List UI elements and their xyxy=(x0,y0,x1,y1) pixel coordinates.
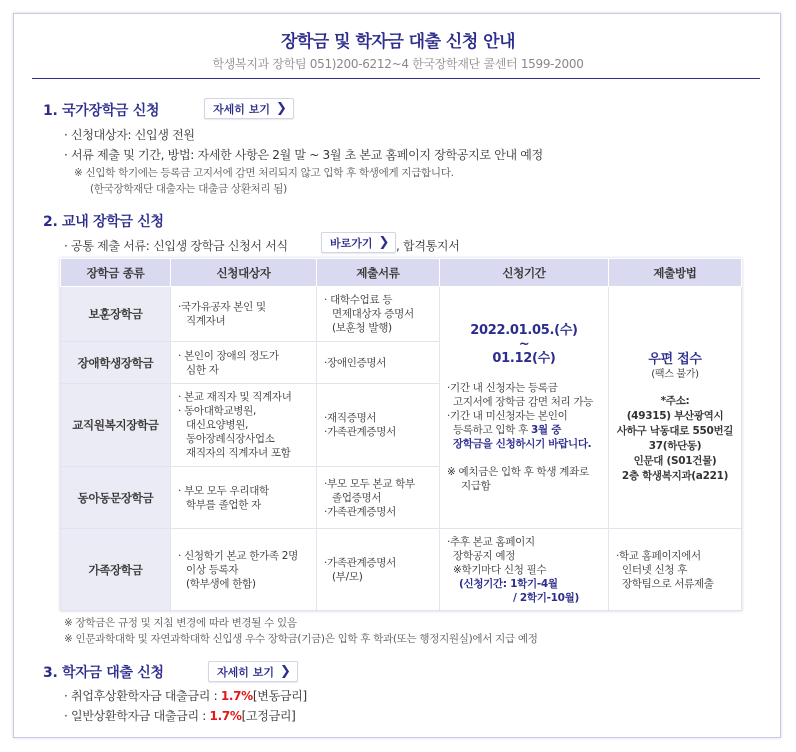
target-cell xyxy=(171,529,317,611)
period-desc: 고지서에 장학금 감면 처리 가능 xyxy=(453,396,594,408)
target-line: 이상 등록자 xyxy=(186,563,239,576)
docs-line: ·부모 모두 본교 학부 xyxy=(324,477,415,490)
docs-line: ·재직증명서 xyxy=(324,412,377,424)
period-note: ※ 예치금은 입학 후 학생 계좌로 xyxy=(447,466,589,478)
docs-cell xyxy=(317,384,440,467)
kind-cell: 보훈장학금 xyxy=(61,287,171,342)
chevron-right-icon: ❯ xyxy=(378,235,390,250)
docs-line: (보훈청 발행) xyxy=(332,322,392,334)
method-addr: 2층 학생복지과(a221) xyxy=(621,470,729,482)
section1-detail-button[interactable] xyxy=(204,98,294,119)
section3-detail-label: 자세히 보기 xyxy=(217,665,274,679)
method-addr: (49315) 부산광역시 xyxy=(626,410,724,422)
method-title: 우편 접수 xyxy=(648,352,702,367)
table-header: 장학금 종류 xyxy=(61,259,171,287)
method-family-line: ·학교 홈페이지에서 xyxy=(616,549,701,562)
target-line: 직계자녀 xyxy=(186,315,226,327)
target-line: · 본인이 장애의 정도가 xyxy=(178,349,279,362)
method-addr: 사하구 낙동대로 550번길 xyxy=(616,425,734,437)
target-line: ·국가유공자 본인 및 xyxy=(178,301,266,313)
docs-line: ·장애인증명서 xyxy=(324,356,387,369)
period-cell xyxy=(440,287,609,529)
period-family-line: ·추후 본교 홈페이지 xyxy=(447,535,535,548)
form-shortcut-label: 바로가기 xyxy=(330,236,373,250)
period-desc-highlight: 3월 중 xyxy=(531,424,562,436)
period-family-line: ※학기마다 신청 필수 xyxy=(453,563,547,576)
section3-line1 xyxy=(64,687,307,704)
target-line: 심한 자 xyxy=(186,363,219,376)
method-sub: (팩스 불가) xyxy=(651,369,699,380)
chevron-right-icon: ❯ xyxy=(279,664,291,679)
period-tilde: ~ xyxy=(518,337,530,352)
docs-cell xyxy=(317,287,440,342)
target-line: · 본교 재직자 및 직계자녀 xyxy=(178,391,292,403)
period-desc: ·기간 내 미신청자는 본인이 xyxy=(447,410,568,422)
docs-cell xyxy=(317,529,440,611)
method-cell xyxy=(609,287,742,529)
period-desc-text: 등록하고 입학 후 xyxy=(453,424,532,436)
docs-cell xyxy=(317,467,440,529)
loan-rate-type: [변동금리] xyxy=(252,689,307,703)
target-line: 대신요양병원, xyxy=(186,419,249,431)
section1-line2: · 서류 제출 및 기간, 방법: 자세한 사항은 2월 말 ~ 3월 초 본교 홈페이지 장학공지로 안내 예정 xyxy=(64,148,543,162)
kind-cell: 교직원복지장학금 xyxy=(61,384,171,467)
form-shortcut-button[interactable] xyxy=(321,232,396,253)
title-divider xyxy=(32,78,760,79)
table-header-row xyxy=(61,259,742,287)
section3-heading: 3. 학자금 대출 신청 xyxy=(43,665,164,681)
docs-line: · 대학수업료 등 xyxy=(324,294,393,306)
section2-heading: 2. 교내 장학금 신청 xyxy=(43,214,164,230)
docs-line: ·가족관계증명서 xyxy=(324,505,396,518)
method-family-line: 인터넷 신청 후 xyxy=(622,563,688,576)
period-desc xyxy=(441,423,607,437)
loan-label: · 취업후상환학자금 대출금리 : xyxy=(64,689,221,703)
target-line: · 동아대학교병원, xyxy=(178,405,257,417)
table-header: 제출서류 xyxy=(317,259,440,287)
docs-line: ·가족관계증명서 xyxy=(324,426,396,438)
section1-note2: (한국장학재단 대출자는 대출금 상환처리 됨) xyxy=(90,183,287,195)
table-row xyxy=(61,287,742,342)
loan-label: · 일반상환학자금 대출금리 : xyxy=(64,709,210,723)
kind-cell: 동아동문장학금 xyxy=(61,467,171,529)
target-cell xyxy=(171,467,317,529)
scholarship-table xyxy=(60,258,742,611)
section3-line2 xyxy=(64,707,296,724)
period-family-highlight: (신청기간: 1학기-4월 xyxy=(459,577,558,590)
docs-line: ·가족관계증명서 xyxy=(324,556,396,569)
target-line: · 신청학기 본교 한가족 2명 xyxy=(178,549,298,562)
kind-cell: 가족장학금 xyxy=(61,529,171,611)
method-family-cell xyxy=(609,529,742,611)
docs-line: 면제대상자 증명서 xyxy=(332,308,414,320)
period-desc-highlight: 장학금을 신청하시기 바랍니다. xyxy=(453,438,592,450)
loan-rate-type: [고정금리] xyxy=(241,709,296,723)
method-addr: 인문대 (S01건물) xyxy=(633,455,717,467)
section1-note1: ※ 신입학 학기에는 등록금 고지서에 감면 처리되지 않고 입학 후 학생에게 지급합니다. xyxy=(74,167,454,179)
table-row xyxy=(61,529,742,611)
section3-detail-button[interactable] xyxy=(208,661,298,682)
method-family-line: 장학팀으로 서류제출 xyxy=(622,577,714,590)
method-addr-label: *주소: xyxy=(660,395,690,407)
docs-line: (부/모) xyxy=(332,570,363,583)
period-family-highlight: / 2학기-10월) xyxy=(513,591,579,604)
period-start-date: 2022.01.05.(수) xyxy=(470,323,578,338)
period-end-date: 01.12(수) xyxy=(492,351,556,366)
target-line: 학부를 졸업한 자 xyxy=(186,498,261,511)
section2-note1: ※ 장학금은 규정 및 지침 변경에 따라 변경될 수 있음 xyxy=(64,617,297,629)
method-addr: 37(하단동) xyxy=(648,440,702,452)
section1-heading: 1. 국가장학금 신청 xyxy=(43,103,160,119)
target-line: (학부생에 한함) xyxy=(186,577,256,590)
section2-line-suffix: , 합격통지서 xyxy=(396,239,460,253)
target-cell xyxy=(171,287,317,342)
target-cell xyxy=(171,384,317,467)
target-line: · 부모 모두 우리대학 xyxy=(178,484,269,497)
section1-detail-label: 자세히 보기 xyxy=(213,102,270,116)
section2-note2: ※ 인문과학대학 및 자연과학대학 신입생 우수 장학금(기금)은 입학 후 학과(또는 행정지원실)에서 지급 예정 xyxy=(64,633,538,645)
period-desc: ·기간 내 신청자는 등록금 xyxy=(447,382,558,394)
table-header: 신청기간 xyxy=(440,259,609,287)
target-cell xyxy=(171,342,317,384)
period-note: 지급함 xyxy=(461,480,491,492)
page-subtitle: 학생복지과 장학팀 051)200-6212~4 한국장학재단 콜센터 1599-2000 xyxy=(212,57,584,71)
page-title: 장학금 및 학자금 대출 신청 안내 xyxy=(280,32,516,52)
loan-rate: 1.7% xyxy=(220,689,253,703)
table-header: 제출방법 xyxy=(609,259,742,287)
target-line: 재직자의 직계자녀 포함 xyxy=(186,447,291,459)
period-family-cell xyxy=(440,529,609,611)
period-family-line: 장학공지 예정 xyxy=(453,549,516,562)
table-header: 신청대상자 xyxy=(171,259,317,287)
section1-line1: · 신청대상자: 신입생 전원 xyxy=(64,128,195,142)
chevron-right-icon: ❯ xyxy=(275,101,287,116)
target-line: 동아장례식장사업소 xyxy=(186,433,275,445)
kind-cell: 장애학생장학금 xyxy=(61,342,171,384)
docs-line: 졸업증명서 xyxy=(332,491,382,504)
docs-cell xyxy=(317,342,440,384)
section2-line-prefix: · 공통 제출 서류: 신입생 장학금 신청서 서식 xyxy=(64,239,288,253)
loan-rate: 1.7% xyxy=(209,709,242,723)
